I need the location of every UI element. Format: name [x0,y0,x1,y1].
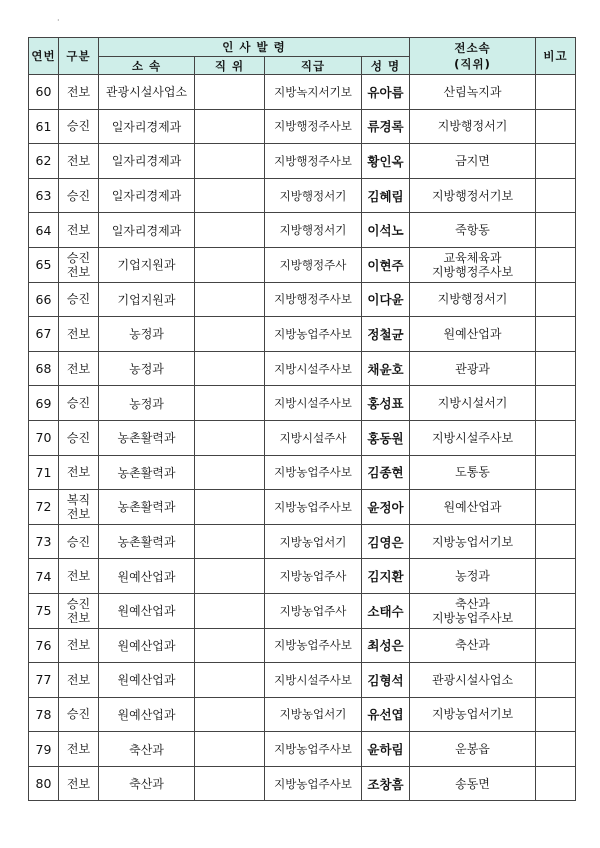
department: 농촌활력과 [99,524,195,559]
previous-post-line: 지방행정서기보 [431,188,514,203]
person-name: 유선엽 [362,697,410,732]
table-row [29,697,576,732]
remarks [536,213,576,248]
person-name: 조창흠 [362,766,410,801]
appointment-category-line: 전보 [66,610,91,625]
department: 기업지원과 [99,282,195,317]
table-row [29,178,576,213]
person-name: 정철균 [362,317,410,352]
previous-post-line: 원예산업과 [443,326,502,341]
appointment-category-line: 전보 [66,465,91,480]
previous-post-line: 지방농업주사보 [431,610,514,625]
previous-post-line: 지방행정주사보 [431,264,514,279]
position [195,490,265,525]
appointment-category [59,420,99,455]
row-number: 62 [29,144,59,179]
remarks [536,282,576,317]
appointment-category-line: 전보 [66,326,91,341]
department: 농정과 [99,351,195,386]
previous-post-line: 죽항동 [455,223,490,238]
position [195,282,265,317]
appointment-category [59,386,99,421]
previous-post-line: 축산과 [455,638,490,653]
appointment-category-line: 승진 [66,250,91,265]
appointment-category [59,75,99,110]
department: 원예산업과 [99,697,195,732]
grade: 지방행정주사 [265,247,362,282]
appointment-category [59,109,99,144]
appointment-category [59,351,99,386]
table-header [29,38,576,75]
row-number: 66 [29,282,59,317]
row-number: 68 [29,351,59,386]
previous-post [410,178,536,213]
person-name: 이석노 [362,213,410,248]
remarks [536,317,576,352]
grade: 지방농업주사보 [265,490,362,525]
previous-post-line: 지방농업서기보 [431,534,514,549]
header-previous [410,38,536,75]
previous-post [410,317,536,352]
table-row [29,490,576,525]
grade: 지방농업서기 [265,524,362,559]
person-name: 김혜림 [362,178,410,213]
table-row [29,628,576,663]
appointment-category-line: 전보 [66,776,91,791]
appointment-category [59,455,99,490]
remarks [536,766,576,801]
appointment-category-line: 전보 [66,223,91,238]
table-body [29,75,576,801]
position [195,524,265,559]
position [195,663,265,698]
appointment-category-line: 전보 [66,264,91,279]
appointment-category [59,524,99,559]
previous-post-line: 지방행정서기 [437,119,508,134]
table-row [29,351,576,386]
grade: 지방행정주사보 [265,109,362,144]
department: 축산과 [99,732,195,767]
remarks [536,386,576,421]
appointment-category [59,628,99,663]
appointment-category-line: 전보 [66,506,91,521]
remarks [536,628,576,663]
appointment-category-line: 전보 [66,672,91,687]
department: 기업지원과 [99,247,195,282]
remarks [536,420,576,455]
header-remarks: 비고 [536,38,576,75]
row-number: 67 [29,317,59,352]
table-row [29,766,576,801]
position [195,559,265,594]
row-number: 63 [29,178,59,213]
appointment-category-line: 승진 [66,396,91,411]
person-name: 유아름 [362,75,410,110]
grade: 지방행정서기 [265,178,362,213]
row-number: 77 [29,663,59,698]
department: 축산과 [99,766,195,801]
previous-post [410,559,536,594]
row-number: 64 [29,213,59,248]
previous-post-line: 지방시설주사보 [431,430,514,445]
row-number: 65 [29,247,59,282]
previous-post-line: 금지면 [455,153,490,168]
grade: 지방시설주사보 [265,386,362,421]
previous-post-line: 도통동 [455,465,490,480]
header-previous-line1: 전소속 [454,41,491,55]
appointment-category-line: 전보 [66,569,91,584]
appointment-category [59,732,99,767]
department: 원예산업과 [99,593,195,628]
department: 관광시설사업소 [99,75,195,110]
position [195,213,265,248]
remarks [536,559,576,594]
position [195,247,265,282]
remarks [536,524,576,559]
remarks [536,593,576,628]
person-name: 최성은 [362,628,410,663]
grade: 지방농업주사보 [265,455,362,490]
grade: 지방농업주사보 [265,766,362,801]
grade: 지방시설주사보 [265,663,362,698]
previous-post-line: 운봉읍 [455,742,490,757]
previous-post [410,386,536,421]
person-name: 윤하림 [362,732,410,767]
appointment-category [59,663,99,698]
header-category: 구분 [59,38,99,75]
position [195,317,265,352]
department: 원예산업과 [99,663,195,698]
table-row [29,282,576,317]
row-number: 74 [29,559,59,594]
remarks [536,351,576,386]
row-number: 73 [29,524,59,559]
department: 농촌활력과 [99,455,195,490]
previous-post [410,213,536,248]
appointment-category-line: 복직 [66,492,91,507]
previous-post-line: 교육체육과 [443,250,502,265]
position [195,386,265,421]
previous-post-line: 송동면 [455,776,490,791]
previous-post-line: 관광과 [455,361,490,376]
appointment-category-line: 전보 [66,361,91,376]
page-mark: · [57,16,60,25]
previous-post-line: 산림녹지과 [443,84,502,99]
previous-post [410,766,536,801]
appointment-category-line: 승진 [66,119,91,134]
previous-post-line: 관광시설사업소 [431,672,514,687]
previous-post-line: 농정과 [455,569,490,584]
person-name: 김종현 [362,455,410,490]
header-grade: 직급 [265,57,362,75]
grade: 지방농업주사보 [265,317,362,352]
person-name: 김형석 [362,663,410,698]
previous-post [410,351,536,386]
appointment-category-line: 승진 [66,292,91,307]
table-row [29,593,576,628]
previous-post [410,109,536,144]
grade: 지방시설주사 [265,420,362,455]
appointment-category-line: 전보 [66,153,91,168]
appointment-category-line: 전보 [66,84,91,99]
department: 일자리경제과 [99,213,195,248]
appointment-category [59,213,99,248]
row-number: 76 [29,628,59,663]
table-row [29,386,576,421]
position [195,178,265,213]
appointment-category [59,144,99,179]
remarks [536,663,576,698]
table-row [29,109,576,144]
position [195,420,265,455]
table-row [29,144,576,179]
table-row [29,559,576,594]
header-name: 성 명 [362,57,410,75]
row-number: 75 [29,593,59,628]
grade: 지방농업주사 [265,559,362,594]
person-name: 윤정아 [362,490,410,525]
department: 원예산업과 [99,628,195,663]
person-name: 이현주 [362,247,410,282]
position [195,766,265,801]
department: 원예산업과 [99,559,195,594]
row-number: 80 [29,766,59,801]
row-number: 79 [29,732,59,767]
position [195,144,265,179]
appointment-category-line: 승진 [66,707,91,722]
appointment-category [59,697,99,732]
position [195,732,265,767]
previous-post [410,663,536,698]
table-row [29,732,576,767]
row-number: 61 [29,109,59,144]
previous-post [410,282,536,317]
table-row [29,75,576,110]
appointment-category [59,593,99,628]
appointment-category [59,317,99,352]
header-no: 연번 [29,38,59,75]
previous-post [410,144,536,179]
grade: 지방행정주사보 [265,282,362,317]
position [195,697,265,732]
grade: 지방행정서기 [265,213,362,248]
remarks [536,697,576,732]
department: 농촌활력과 [99,490,195,525]
previous-post-line: 지방농업서기보 [431,707,514,722]
position [195,109,265,144]
person-name: 이다윤 [362,282,410,317]
table-row [29,524,576,559]
person-name: 소태수 [362,593,410,628]
person-name: 홍성표 [362,386,410,421]
row-number: 60 [29,75,59,110]
remarks [536,247,576,282]
appointment-category-line: 승진 [66,534,91,549]
table-row [29,213,576,248]
appointment-category-line: 승진 [66,188,91,203]
previous-post [410,75,536,110]
appointment-category-line: 승진 [66,430,91,445]
department: 농정과 [99,317,195,352]
appointment-category [59,247,99,282]
position [195,455,265,490]
grade: 지방녹지서기보 [265,75,362,110]
row-number: 78 [29,697,59,732]
row-number: 70 [29,420,59,455]
person-name: 김지환 [362,559,410,594]
previous-post [410,455,536,490]
position [195,593,265,628]
header-position: 직 위 [195,57,265,75]
header-department: 소 속 [99,57,195,75]
previous-post [410,732,536,767]
person-name: 김영은 [362,524,410,559]
previous-post [410,247,536,282]
previous-post [410,628,536,663]
person-name: 황인옥 [362,144,410,179]
appointment-category [59,766,99,801]
grade: 지방시설주사보 [265,351,362,386]
personnel-table [28,37,576,801]
position [195,628,265,663]
appointment-category [59,490,99,525]
department: 일자리경제과 [99,178,195,213]
previous-post-line: 축산과 [455,596,490,611]
previous-post [410,697,536,732]
person-name: 홍동원 [362,420,410,455]
table-row [29,420,576,455]
remarks [536,178,576,213]
appointment-category [59,282,99,317]
remarks [536,455,576,490]
table-row [29,455,576,490]
table-row [29,663,576,698]
remarks [536,490,576,525]
grade: 지방농업서기 [265,697,362,732]
department: 일자리경제과 [99,109,195,144]
appointment-category [59,178,99,213]
grade: 지방행정주사보 [265,144,362,179]
remarks [536,109,576,144]
appointment-category [59,559,99,594]
previous-post [410,524,536,559]
grade: 지방농업주사보 [265,628,362,663]
previous-post-line: 지방시설서기 [437,396,508,411]
position [195,351,265,386]
header-appointment: 인 사 발 령 [99,38,410,57]
previous-post-line: 원예산업과 [443,499,502,514]
row-number: 71 [29,455,59,490]
previous-post-line: 지방행정서기 [437,292,508,307]
appointment-category-line: 전보 [66,638,91,653]
remarks [536,75,576,110]
previous-post [410,593,536,628]
grade: 지방농업주사 [265,593,362,628]
previous-post [410,420,536,455]
header-previous-line2: (직위) [454,57,491,71]
row-number: 72 [29,490,59,525]
person-name: 채윤호 [362,351,410,386]
table-row [29,247,576,282]
person-name: 류경록 [362,109,410,144]
appointment-category-line: 승진 [66,596,91,611]
grade: 지방농업주사보 [265,732,362,767]
remarks [536,732,576,767]
appointment-category-line: 전보 [66,742,91,757]
department: 일자리경제과 [99,144,195,179]
row-number: 69 [29,386,59,421]
position [195,75,265,110]
department: 농촌활력과 [99,420,195,455]
previous-post [410,490,536,525]
remarks [536,144,576,179]
department: 농정과 [99,386,195,421]
table-row [29,317,576,352]
